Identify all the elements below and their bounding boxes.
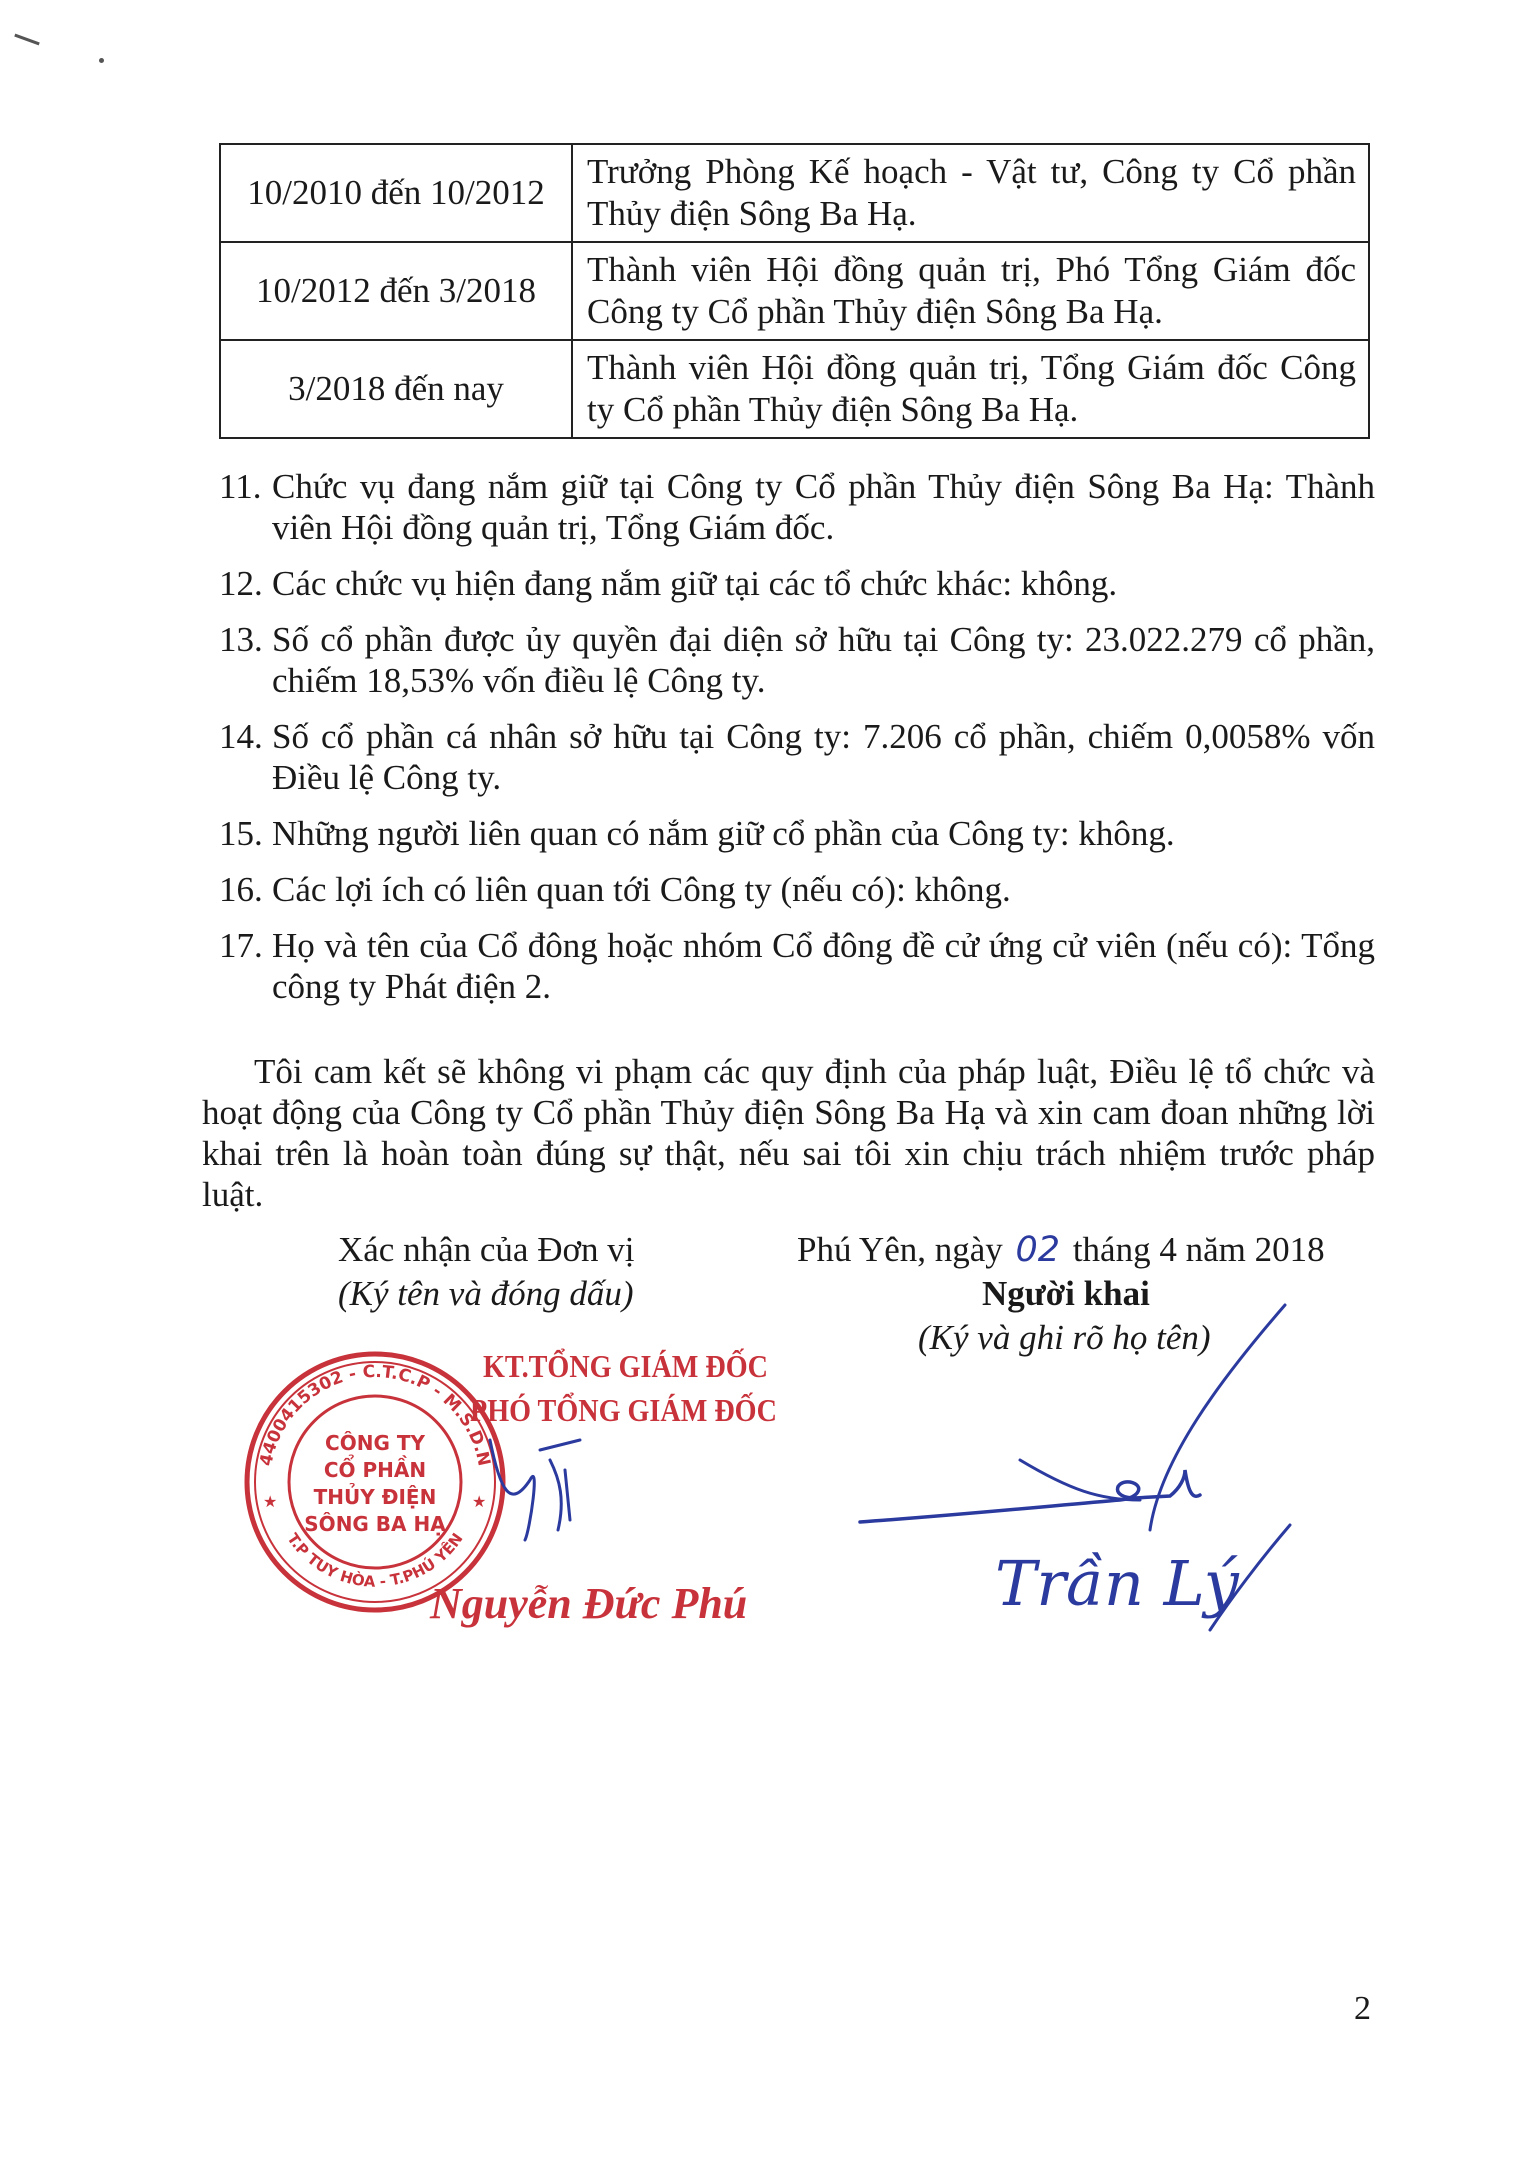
- item-number: 11.: [219, 467, 262, 506]
- numbered-list: [219, 466, 1375, 1022]
- list-item: [219, 619, 1375, 701]
- declarant-handwritten-name: Trần Lý: [995, 1547, 1239, 1620]
- item-text: Các chức vụ hiện đang nắm giữ tại các tổ chức khác: không.: [272, 564, 1118, 603]
- period-cell: 3/2018 đến nay: [220, 340, 572, 438]
- page-number: 2: [1354, 1990, 1371, 2027]
- list-item: [219, 925, 1375, 1007]
- stamp-ring-text: 4400415302 - C.T.C.P - M.S.D.N: [256, 1361, 494, 1468]
- item-number: 12.: [219, 564, 263, 603]
- career-table: [219, 143, 1370, 439]
- stamp-title-line-1: KT.TỔNG GIÁM ĐỐC: [483, 1348, 768, 1384]
- list-item: [219, 563, 1375, 604]
- list-item: [219, 869, 1375, 910]
- unit-confirmation-note: (Ký tên và đóng dấu): [338, 1274, 634, 1313]
- place-date: [797, 1230, 1325, 1270]
- list-item: [219, 716, 1375, 798]
- place-prefix: Phú Yên, ngày: [797, 1230, 1003, 1269]
- item-text: Chức vụ đang nắm giữ tại Công ty Cổ phần Thủy điện Sông Ba Hạ: Thành viên Hội đồng quản trị, Tổng Giám đốc.: [272, 467, 1375, 547]
- scan-artifact: [99, 58, 104, 63]
- handwritten-day: 02: [1015, 1230, 1061, 1270]
- role-cell: Thành viên Hội đồng quản trị, Tổng Giám đốc Công ty Cổ phần Thủy điện Sông Ba Hạ.: [572, 340, 1369, 438]
- item-number: 16.: [219, 870, 263, 909]
- stamp-bottom-text: T.P TUY HÒA - T.PHÚ YÊN: [283, 1529, 467, 1591]
- stamp-center-line: CỔ PHẦN: [323, 1458, 427, 1482]
- star-icon: ★: [263, 1492, 278, 1511]
- item-text: Các lợi ích có liên quan tới Công ty (nếu có): không.: [272, 870, 1011, 909]
- item-text: Họ và tên của Cổ đông hoặc nhóm Cổ đông đề cử ứng cử viên (nếu có): Tổng công ty Phát điện 2.: [272, 926, 1375, 1006]
- role-cell: Thành viên Hội đồng quản trị, Phó Tổng Giám đốc Công ty Cổ phần Thủy điện Sông Ba Hạ.: [572, 242, 1369, 340]
- stamp-center-line: CÔNG TY: [325, 1431, 425, 1455]
- item-text: Những người liên quan có nắm giữ cổ phần của Công ty: không.: [272, 814, 1175, 853]
- item-text: Số cổ phần cá nhân sở hữu tại Công ty: 7.206 cổ phần, chiếm 0,0058% vốn Điều lệ Công ty.: [272, 717, 1375, 797]
- signer-name: Nguyễn Đức Phú: [430, 1579, 748, 1628]
- declarant-title: Người khai: [982, 1274, 1150, 1313]
- table-row: [220, 340, 1369, 438]
- signer-signature: [470, 1420, 610, 1550]
- declarant-note: (Ký và ghi rõ họ tên): [918, 1318, 1211, 1357]
- stamp-title-line-2: PHÓ TỔNG GIÁM ĐỐC: [470, 1392, 777, 1428]
- scan-artifact: [14, 34, 39, 46]
- period-cell: 10/2010 đến 10/2012: [220, 144, 572, 242]
- table-row: [220, 242, 1369, 340]
- item-number: 15.: [219, 814, 263, 853]
- item-number: 14.: [219, 717, 263, 756]
- unit-confirmation-title: Xác nhận của Đơn vị: [338, 1230, 635, 1269]
- table-row: [220, 144, 1369, 242]
- period-cell: 10/2012 đến 3/2018: [220, 242, 572, 340]
- stamp-center-line: SÔNG BA HẠ: [304, 1512, 446, 1536]
- list-item: [219, 466, 1375, 548]
- star-icon: ★: [472, 1492, 487, 1511]
- item-text: Số cổ phần được ủy quyền đại diện sở hữu tại Công ty: 23.022.279 cổ phần, chiếm 18,53% vốn điều lệ Công ty.: [272, 620, 1375, 700]
- closing-statement: Tôi cam kết sẽ không vi phạm các quy định của pháp luật, Điều lệ tổ chức và hoạt động của Công ty Cổ phần Thủy điện Sông Ba Hạ và xin cam đoan những lời khai trên là hoàn toàn đúng sự thật, nếu sai tôi xin chịu trách nhiệm trước pháp luật.: [202, 1052, 1375, 1214]
- declarant-signature: [840, 1300, 1300, 1640]
- role-cell: Trưởng Phòng Kế hoạch - Vật tư, Công ty Cổ phần Thủy điện Sông Ba Hạ.: [572, 144, 1369, 242]
- item-number: 17.: [219, 926, 263, 965]
- stamp-center-line: THỦY ĐIỆN: [313, 1485, 437, 1509]
- list-item: [219, 813, 1375, 854]
- item-number: 13.: [219, 620, 263, 659]
- place-suffix: tháng 4 năm 2018: [1072, 1230, 1325, 1269]
